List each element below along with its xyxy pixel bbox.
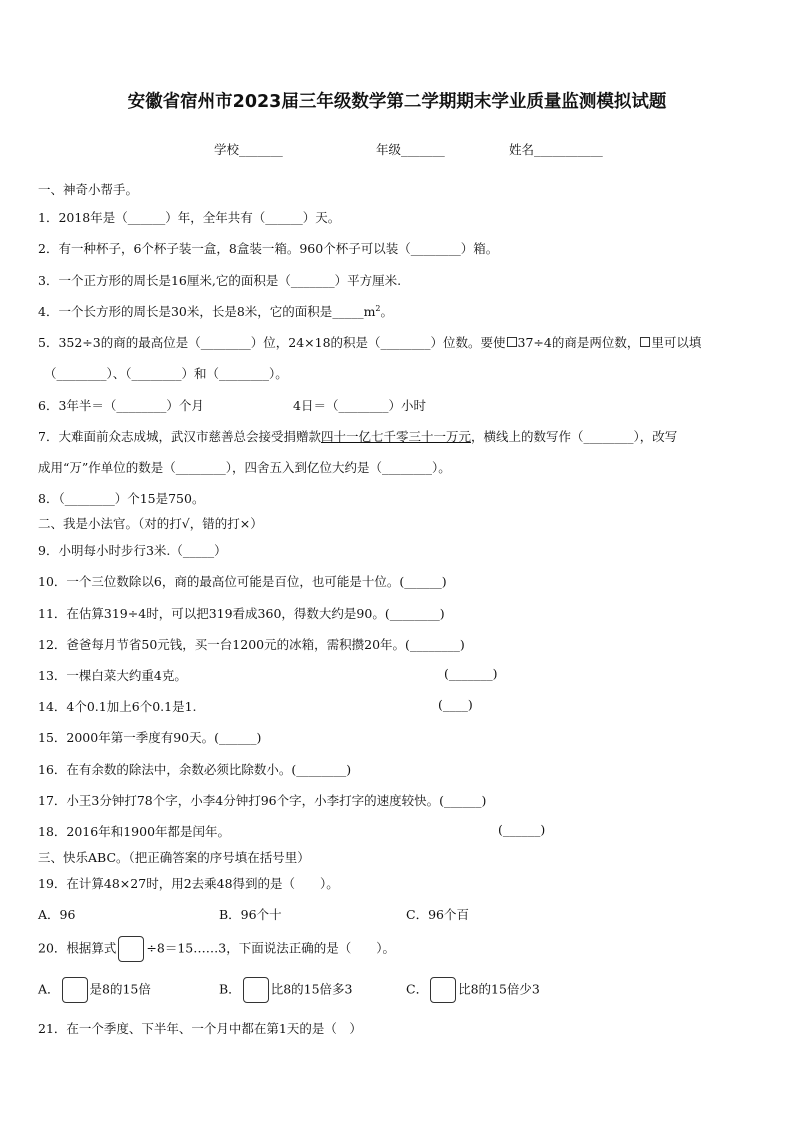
name-field	[509, 140, 603, 158]
question-8: 8．（________）个15是750。	[38, 491, 205, 506]
question-21: 21．在一个季度、下半年、一个月中都在第1天的是（ ）	[38, 1021, 362, 1036]
question-18: 18．2016年和1900年都是闰年。	[38, 824, 231, 839]
blank-box-icon	[118, 936, 144, 962]
question-17: 17．小王3分钟打78个字，小李4分钟打96个字，小李打字的速度较快。(______)	[38, 793, 487, 808]
question-19-option-c: C．96个百	[406, 907, 469, 922]
section-heading-3: 三、快乐ABC。（把正确答案的序号填在括号里）	[38, 850, 310, 865]
question-6-part-b: 4日＝（________）小时	[293, 398, 426, 413]
question-5-line-2: （________）、（________）和（________）。	[44, 366, 288, 381]
question-14-paren: (____)	[438, 697, 473, 712]
question-4-superscript: 2	[375, 303, 381, 313]
school-label: 学校	[214, 142, 240, 157]
option-c-label: C．	[406, 981, 429, 997]
question-20-text-2: ÷8＝15……3，下面说法正确的是（ ）。	[146, 940, 395, 956]
empty-square-icon	[640, 337, 650, 347]
question-10: 10．一个三位数除以6，商的最高位可能是百位，也可能是十位。(______)	[38, 574, 447, 589]
question-20-text: 20．根据算式	[38, 940, 117, 956]
section-heading-1: 一、神奇小帮手。	[38, 182, 139, 197]
name-blank: ___________	[534, 142, 603, 157]
question-20-option-a	[38, 977, 151, 1003]
question-19-option-b: B．96个十	[219, 907, 282, 922]
question-1: 1．2018年是（______）年，全年共有（______）天。	[38, 210, 341, 225]
school-blank: _______	[239, 142, 283, 157]
question-5-text-2: 37÷4的商是两位数，	[517, 335, 640, 350]
question-16: 16．在有余数的除法中，余数必须比除数小。(________)	[38, 762, 352, 777]
grade-label: 年级	[376, 142, 402, 157]
question-9: 9．小明每小时步行3米.（_____）	[38, 543, 227, 558]
page-title: 安徽省宿州市2023届三年级数学第二学期期末学业质量监测模拟试题	[127, 92, 667, 112]
question-13-paren: (_______)	[444, 666, 498, 681]
question-13: 13．一棵白菜大约重4克。	[38, 668, 187, 683]
question-7-line-2: 成用“万”作单位的数是（________），四舍五入到亿位大约是（________）。	[38, 460, 451, 475]
question-18-paren: (______)	[498, 822, 546, 837]
question-7-text-2: ，横线上的数写作（________），改写	[470, 429, 678, 444]
question-4	[38, 302, 393, 320]
question-15: 15．2000年第一季度有90天。(______)	[38, 730, 262, 745]
option-b-text: 比8的15倍多3	[270, 981, 353, 997]
question-5-text: 5．352÷3的商的最高位是（________）位，24×18的积是（________）位数。要使	[38, 335, 506, 350]
question-5-text-3: 里可以填	[651, 335, 702, 350]
question-5	[38, 333, 701, 351]
question-19: 19．在计算48×27时，用2去乘48得到的是（ ）。	[38, 876, 339, 891]
question-3: 3．一个正方形的周长是16厘米,它的面积是（_______）平方厘米.	[38, 273, 402, 288]
question-20	[38, 936, 395, 962]
question-7-text: 7．大难面前众志成城，武汉市慈善总会接受捐赠款	[38, 429, 321, 444]
grade-field	[376, 140, 445, 158]
question-19-option-a: A．96	[38, 907, 76, 922]
option-c-text: 比8的15倍少3	[458, 981, 540, 997]
question-12: 12．爸爸每月节省50元钱，买一台1200元的冰箱，需积攒20年。(________)	[38, 637, 465, 652]
question-20-option-c	[406, 977, 540, 1003]
option-b-label: B．	[219, 981, 241, 997]
question-6-part-a: 6．3年半＝（________）个月	[38, 398, 204, 413]
question-7-underlined: 四十一亿七千零三十一万元	[320, 429, 471, 444]
question-11: 11．在估算319÷4时，可以把319看成360，得数大约是90。(________)	[38, 606, 445, 621]
option-a-label: A．	[38, 981, 60, 997]
question-4-text: 4．一个长方形的周长是30米，长是8米，它的面积是_____m	[38, 304, 376, 319]
blank-box-icon	[430, 977, 456, 1003]
question-14: 14．4个0.1加上6个0.1是1.	[38, 699, 197, 714]
school-field	[214, 140, 283, 158]
question-20-option-b	[219, 977, 353, 1003]
question-7	[38, 427, 677, 445]
question-4-end: 。	[380, 304, 394, 319]
grade-blank: _______	[401, 142, 445, 157]
empty-square-icon	[507, 337, 517, 347]
name-label: 姓名	[509, 142, 535, 157]
section-heading-2: 二、我是小法官。（对的打√，错的打×）	[38, 516, 263, 531]
option-a-text: 是8的15倍	[89, 981, 151, 997]
question-2: 2．有一种杯子，6个杯子装一盒，8盒装一箱。960个杯子可以装（________）箱。	[38, 241, 499, 256]
blank-box-icon	[243, 977, 269, 1003]
blank-box-icon	[62, 977, 88, 1003]
